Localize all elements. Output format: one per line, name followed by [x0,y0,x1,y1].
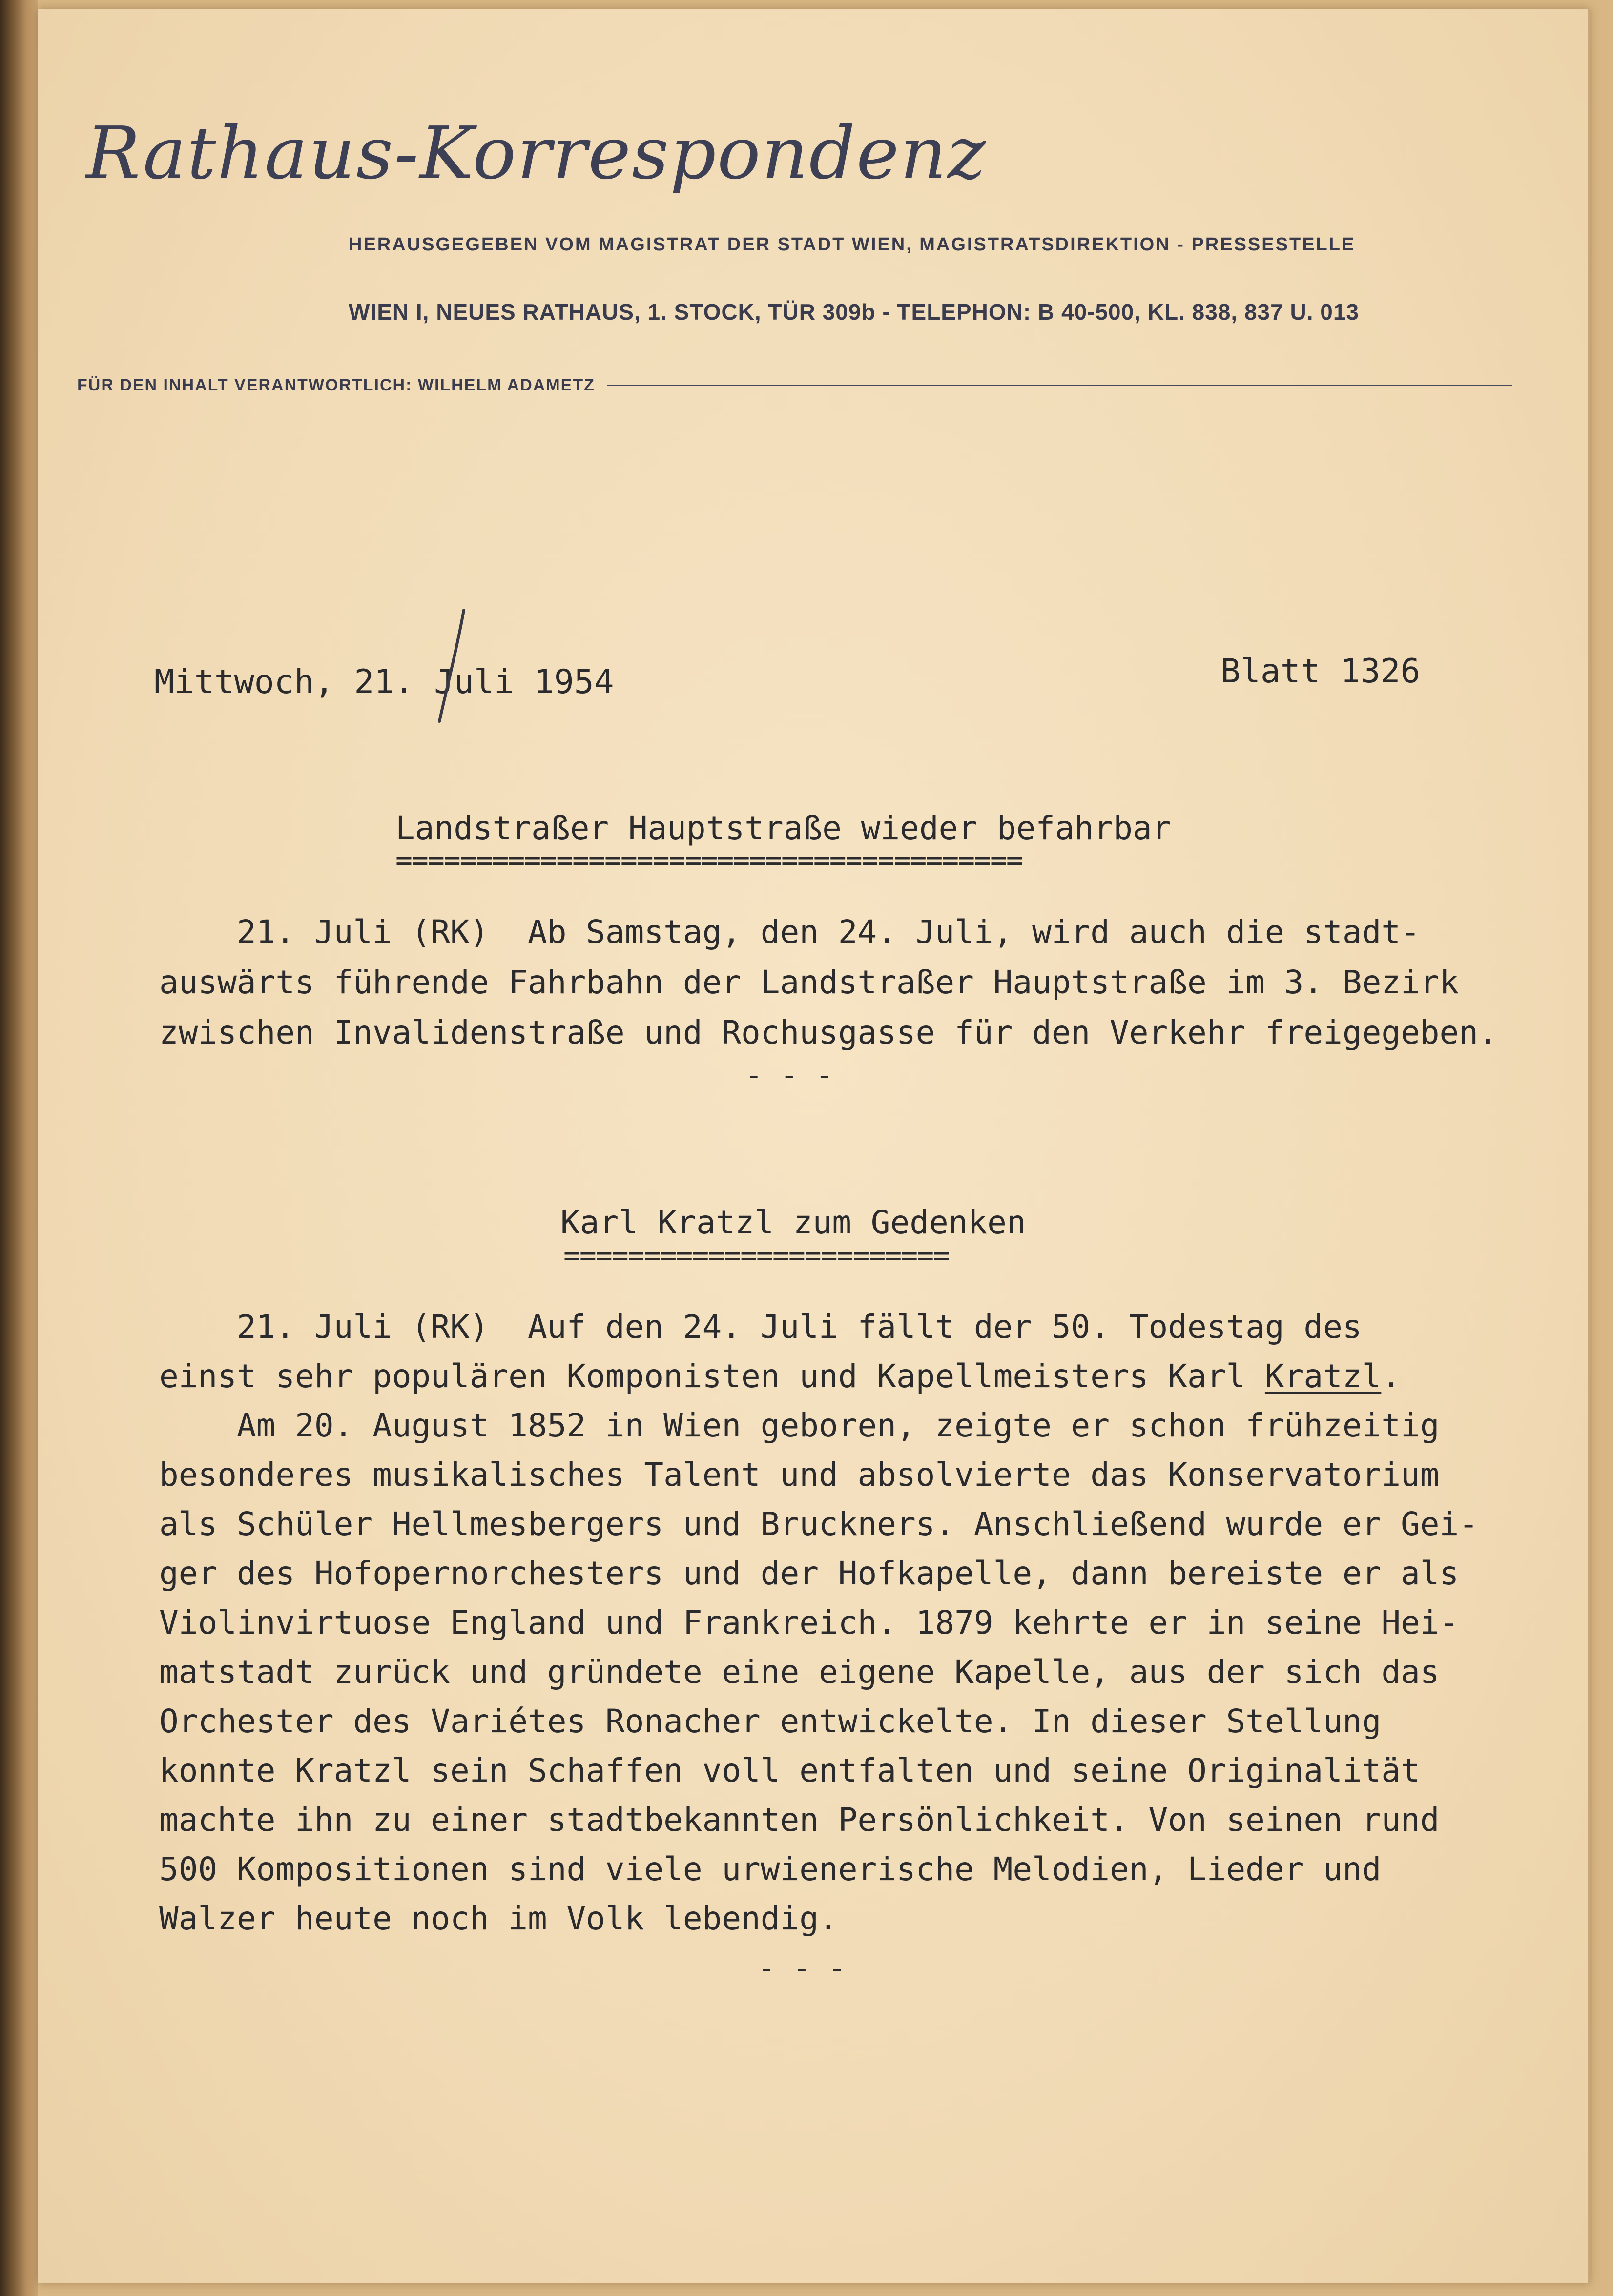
article-2-rule: ======================== [563,1239,950,1272]
article-2-body [159,1302,1478,1943]
article-2-line: Walzer heute noch im Volk lebendig. [159,1900,838,1937]
article-2-line-suffix: . [1381,1357,1401,1395]
article-1-separator: - - - [745,1058,833,1092]
article-1-headline: Landstraßer Hauptstraße wieder befahrbar [395,809,1172,847]
article-1-body [159,907,1498,1058]
article-2-separator: - - - [758,1951,846,1986]
article-1-line: 21. Juli (RK) Ab Samstag, den 24. Juli, wird auch die stadt- [159,913,1420,951]
article-2-line: matstadt zurück und gründete eine eigene Kapelle, aus der sich das [159,1653,1440,1691]
article-2-line [159,1352,1478,1401]
responsible-row [77,376,1512,395]
article-2-line: 500 Kompositionen sind viele urwienerische Melodien, Lieder und [159,1850,1382,1888]
article-2-line: Orchester des Variétes Ronacher entwickelte. In dieser Stellung [159,1702,1382,1740]
underlined-name: Kratzl [1264,1357,1382,1395]
article-1-line: zwischen Invalidenstraße und Rochusgasse für den Verkehr freigegeben. [159,1014,1498,1051]
publisher-line: HERAUSGEGEBEN VOM MAGISTRAT DER STADT WIEN, MAGISTRATSDIREKTION - PRESSESTELLE [349,234,1356,255]
article-2-line-prefix: einst sehr populären Komponisten und Kapellmeisters Karl [159,1357,1265,1395]
responsible-rule [607,385,1512,386]
article-2-line: als Schüler Hellmesbergers und Bruckners. Anschließend wurde er Gei- [159,1505,1479,1543]
article-2-line: Violinvirtuose England und Frankreich. 1879 kehrte er in seine Hei- [159,1604,1459,1641]
address-line: WIEN I, NEUES RATHAUS, 1. STOCK, TÜR 309b - TELEPHON: B 40-500, KL. 838, 837 U. 013 [349,299,1360,325]
article-2-line: 21. Juli (RK) Auf den 24. Juli fällt der 50. Todestag des [159,1308,1362,1346]
article-2-headline: Karl Kratzl zum Gedenken [560,1204,1026,1241]
document-page [38,9,1590,2283]
article-2-line: konnte Kratzl sein Schaffen voll entfalten und seine Originalität [159,1752,1420,1789]
article-2-line: Am 20. August 1852 in Wien geboren, zeigte er schon frühzeitig [159,1407,1440,1444]
issue-date: Mittwoch, 21. Juli 1954 [154,663,614,701]
article-2-line: besonderes musikalisches Talent und absolvierte das Konservatorium [159,1456,1440,1494]
masthead-title: Rathaus-Korrespondenz [86,111,987,195]
article-2-line: ger des Hofopernorchesters und der Hofkapelle, dann bereiste er als [159,1555,1459,1592]
article-2-line: machte ihn zu einer stadtbekannten Persönlichkeit. Von seinen rund [159,1801,1440,1839]
book-binding-edge [0,0,38,2296]
sheet-number: Blatt 1326 [1220,652,1421,691]
article-1-rule: ======================================= [395,843,1022,877]
responsible-line: FÜR DEN INHALT VERANTWORTLICH: WILHELM ADAMETZ [77,376,595,394]
article-1-line: auswärts führende Fahrbahn der Landstraßer Hauptstraße im 3. Bezirk [159,964,1459,1001]
